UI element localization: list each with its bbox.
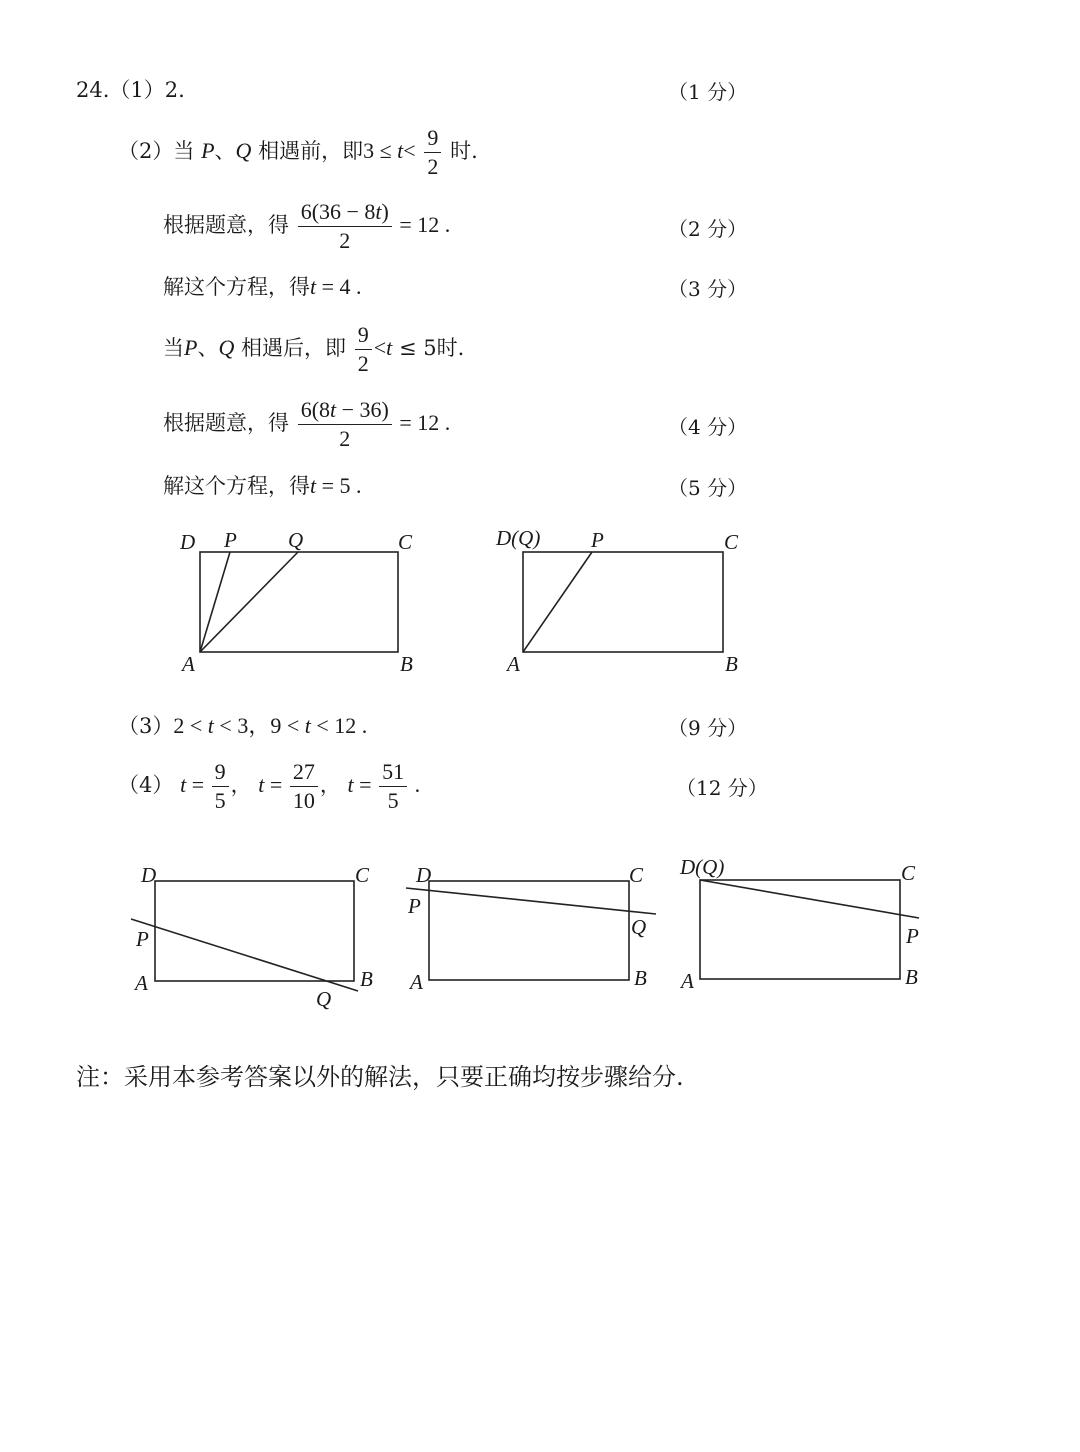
frac-den: 5 — [214, 788, 226, 814]
label-b: B — [725, 652, 738, 676]
eq2-num-a: 6(8 — [300, 397, 331, 422]
label-c: C — [901, 861, 916, 885]
part4-line — [118, 760, 420, 813]
label-d: D — [141, 863, 157, 887]
part2-case2-line — [163, 323, 464, 376]
part3-label: （3） — [118, 714, 174, 738]
rectangle — [155, 881, 354, 981]
eq1-numerator — [298, 200, 392, 227]
label-dq: D(Q) — [680, 855, 725, 879]
part1-score: （1 分） — [668, 80, 748, 104]
label-a: A — [507, 652, 520, 676]
eq1-num-b: ) — [381, 199, 389, 224]
part1-text: 24.（1）2. — [76, 78, 185, 102]
eq2-fraction — [298, 398, 392, 451]
case1-lhs: 3 ≤ — [363, 138, 398, 164]
fraction-27-10 — [290, 760, 318, 813]
sol2-prefix: 解这个方程，得 — [163, 474, 310, 498]
sol-a-eq: = — [186, 772, 210, 798]
sol1-prefix: 解这个方程，得 — [163, 275, 310, 299]
part3-text-a: 2 < — [173, 713, 208, 738]
case2-sep: 、 — [197, 336, 219, 361]
label-a: A — [410, 970, 423, 994]
var-q: Q — [218, 335, 235, 361]
case1-lt: < — [403, 138, 416, 164]
var-t: t — [304, 713, 311, 738]
frac-num: 9 — [355, 323, 372, 350]
part1-line — [76, 76, 185, 104]
eq1-score: （2 分） — [668, 217, 748, 241]
part2-eq1-line — [163, 200, 450, 253]
var-t: t — [347, 772, 354, 798]
var-t: t — [207, 713, 214, 738]
case1-prefix: （2）当 — [118, 139, 195, 164]
case2-lt: < — [373, 335, 387, 361]
eq2-num-b: − 36) — [336, 397, 389, 422]
var-t: t — [375, 199, 382, 224]
eq2-denominator: 2 — [339, 426, 351, 452]
case2-prefix: 当 — [163, 336, 184, 361]
footnote: 注：采用本参考答案以外的解法，只要正确均按步骤给分. — [76, 1063, 684, 1091]
part3-text-b: < 3，9 < — [213, 713, 305, 738]
frac-num: 27 — [290, 760, 318, 787]
eq2-score: （4 分） — [668, 415, 748, 439]
line-pq — [406, 888, 656, 914]
var-t: t — [397, 138, 404, 164]
part4-label: （4） — [118, 773, 174, 798]
label-p: P — [408, 894, 421, 918]
part2-case1-line — [118, 126, 478, 179]
fraction-51-5 — [379, 760, 407, 813]
label-b: B — [634, 966, 647, 990]
eq2-numerator — [298, 398, 392, 425]
sol2-score: （5 分） — [668, 476, 748, 500]
frac-num: 51 — [379, 760, 407, 787]
fraction-9-5 — [212, 760, 229, 813]
label-q: Q — [288, 528, 304, 552]
figure-bottom-3 — [670, 855, 940, 1015]
segment-ap — [523, 552, 592, 652]
label-dq: D(Q) — [496, 526, 541, 550]
figure-bottom-2 — [400, 858, 670, 1018]
sol1-rhs: = 4 . — [316, 274, 362, 299]
rectangle — [200, 552, 398, 652]
line-qp — [700, 880, 919, 918]
part4-score: （12 分） — [676, 776, 768, 800]
figure-top-1 — [170, 525, 430, 680]
label-c: C — [355, 863, 370, 887]
eq1-num-a: 6(36 − 8 — [300, 199, 376, 224]
label-p: P — [591, 528, 604, 552]
label-d: D — [416, 863, 432, 887]
label-c: C — [724, 530, 739, 554]
rectangle — [523, 552, 723, 652]
var-q: Q — [235, 138, 252, 164]
var-t: t — [330, 397, 337, 422]
label-q: Q — [316, 987, 332, 1011]
label-p: P — [136, 927, 149, 951]
rectangle — [700, 880, 900, 979]
label-c: C — [398, 530, 413, 554]
var-p: P — [201, 138, 215, 164]
frac-num: 9 — [212, 760, 229, 787]
sol-b-eq: = — [264, 772, 288, 798]
eq1-denominator: 2 — [339, 228, 351, 254]
part2-sol2-line — [163, 472, 362, 500]
part2-sol1-line — [163, 273, 362, 301]
label-b: B — [400, 652, 413, 676]
label-d: D — [180, 530, 196, 554]
eq1-rhs: = 12 . — [393, 212, 451, 238]
frac-den: 2 — [357, 351, 369, 377]
eq2-prefix: 根据题意，得 — [163, 411, 289, 436]
eq1-fraction — [298, 200, 392, 253]
fraction-9-2 — [424, 126, 441, 179]
sol-b-sep: ， — [319, 773, 341, 798]
sol2-rhs: = 5 . — [316, 473, 362, 498]
part3-text-c: < 12 . — [310, 713, 368, 738]
case2-rhs: ≤ 5时. — [392, 336, 465, 361]
eq2-rhs: = 12 . — [393, 410, 451, 436]
label-q: Q — [631, 915, 647, 939]
fraction-9-2 — [355, 323, 372, 376]
eq1-prefix: 根据题意，得 — [163, 213, 289, 238]
figure-top-2 — [493, 525, 763, 680]
part3-line — [118, 712, 367, 740]
label-a: A — [182, 652, 195, 676]
label-b: B — [360, 967, 373, 991]
sol-c-sep: . — [409, 772, 421, 798]
case1-mid: 相遇前，即 — [251, 139, 364, 164]
case2-mid: 相遇后，即 — [234, 336, 347, 361]
label-b: B — [905, 965, 918, 989]
label-a: A — [681, 969, 694, 993]
frac-den: 2 — [427, 154, 439, 180]
label-a: A — [135, 971, 148, 995]
case1-sep: 、 — [214, 139, 236, 164]
frac-den: 10 — [292, 788, 315, 814]
sol-a-sep: ， — [230, 773, 252, 798]
var-t: t — [258, 772, 265, 798]
figure-bottom-1 — [125, 858, 385, 1018]
frac-num: 9 — [424, 126, 441, 153]
case1-tail: 时. — [443, 139, 478, 164]
part3-score: （9 分） — [668, 716, 748, 740]
frac-den: 5 — [387, 788, 399, 814]
part2-eq2-line — [163, 398, 450, 451]
var-p: P — [184, 335, 198, 361]
sol1-score: （3 分） — [668, 277, 748, 301]
sol-c-eq: = — [353, 772, 378, 798]
var-t: t — [180, 772, 187, 798]
var-t: t — [310, 274, 317, 299]
label-p: P — [906, 924, 919, 948]
label-p: P — [224, 528, 237, 552]
label-c: C — [629, 863, 644, 887]
rectangle — [429, 881, 629, 980]
var-t: t — [386, 335, 393, 361]
var-t: t — [310, 473, 317, 498]
